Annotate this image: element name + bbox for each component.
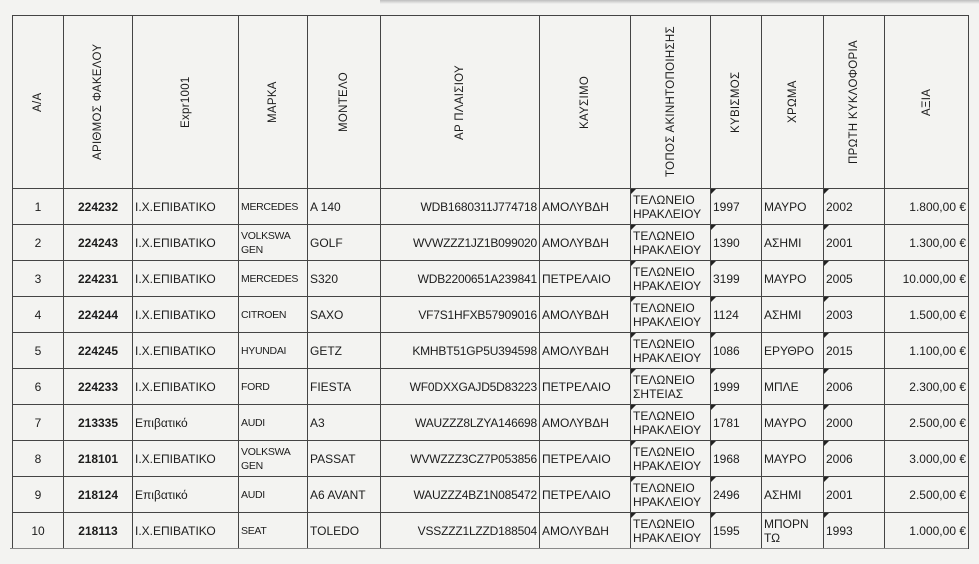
table-row	[13, 261, 969, 297]
column-header-montelo: ΜΟΝΤΕΛΟ	[308, 16, 381, 189]
cell-row-number: 5	[13, 333, 64, 369]
cell-color: ΜΑΥΡΟ	[762, 405, 824, 441]
column-header-arithmos-fakelou: ΑΡΙΘΜΟΣ ΦΑΚΕΛΟΥ	[64, 16, 133, 189]
cell-immobilization-place: ΤΕΛΩΝΕΙΟ ΗΡΑΚΛΕΙΟΥ	[631, 297, 711, 333]
cell-engine-capacity: 1390	[711, 225, 762, 261]
cell-brand: AUDI	[239, 477, 308, 513]
cell-vehicle-type: Ι.Χ.ΕΠΙΒΑΤΙΚΟ	[133, 513, 239, 549]
table-row	[13, 405, 969, 441]
cell-fuel: ΠΕΤΡΕΛΑΙΟ	[540, 441, 631, 477]
cell-brand: MERCEDES	[239, 261, 308, 297]
scan-shadow	[380, 0, 979, 4]
cell-row-number: 6	[13, 369, 64, 405]
cell-row-number: 8	[13, 441, 64, 477]
cell-model: TOLEDO	[308, 513, 381, 549]
cell-vehicle-type: Ι.Χ.ΕΠΙΒΑΤΙΚΟ	[133, 297, 239, 333]
cell-fuel: ΑΜΟΛΥΒΔΗ	[540, 405, 631, 441]
cell-row-number: 4	[13, 297, 64, 333]
cell-row-number: 3	[13, 261, 64, 297]
column-header-kausimo: ΚΑΥΣΙΜΟ	[540, 16, 631, 189]
cell-value: 1.500,00 €	[885, 297, 969, 333]
cell-brand: AUDI	[239, 405, 308, 441]
cell-file-number: 224232	[64, 189, 133, 225]
cell-fuel: ΠΕΤΡΕΛΑΙΟ	[540, 261, 631, 297]
table-row	[13, 513, 969, 549]
cell-value: 1.000,00 €	[885, 513, 969, 549]
cell-first-registration: 2006	[824, 369, 885, 405]
cell-immobilization-place: ΤΕΛΩΝΕΙΟ ΗΡΑΚΛΕΙΟΥ	[631, 189, 711, 225]
cell-chassis-number: WVWZZZ1JZ1B099020	[381, 225, 540, 261]
cell-color: ΑΣΗΜΙ	[762, 225, 824, 261]
cell-immobilization-place: ΤΕΛΩΝΕΙΟ ΣΗΤΕΙΑΣ	[631, 369, 711, 405]
cell-model: SAXO	[308, 297, 381, 333]
column-header-ar-plaisiou: ΑΡ ΠΛΑΙΣΙΟΥ	[381, 16, 540, 189]
cell-chassis-number: WDB1680311J774718	[381, 189, 540, 225]
cell-row-number: 2	[13, 225, 64, 261]
cell-value: 1.300,00 €	[885, 225, 969, 261]
cell-vehicle-type: Ι.Χ.ΕΠΙΒΑΤΙΚΟ	[133, 333, 239, 369]
cell-file-number: 224231	[64, 261, 133, 297]
column-header-chroma: ΧΡΩΜΑ	[762, 16, 824, 189]
cell-engine-capacity: 1124	[711, 297, 762, 333]
cell-value: 1.800,00 €	[885, 189, 969, 225]
cell-file-number: 224243	[64, 225, 133, 261]
column-header-axia: ΑΞΙΑ	[885, 16, 969, 189]
header-row	[13, 16, 969, 189]
column-header-kyvismos: ΚΥΒΙΣΜΟΣ	[711, 16, 762, 189]
cell-engine-capacity: 1968	[711, 441, 762, 477]
cell-vehicle-type: Ι.Χ.ΕΠΙΒΑΤΙΚΟ	[133, 441, 239, 477]
cell-brand: SEAT	[239, 513, 308, 549]
cell-brand: VOLKSWA GEN	[239, 225, 308, 261]
cell-fuel: ΑΜΟΛΥΒΔΗ	[540, 189, 631, 225]
cell-chassis-number: VF7S1HFXB57909016	[381, 297, 540, 333]
cell-vehicle-type: Ι.Χ.ΕΠΙΒΑΤΙΚΟ	[133, 369, 239, 405]
cell-brand: HYUNDAI	[239, 333, 308, 369]
column-header-expr1001: Expr1001	[133, 16, 239, 189]
table-row	[13, 297, 969, 333]
cell-file-number: 218101	[64, 441, 133, 477]
cell-chassis-number: VSSZZZ1LZZD188504	[381, 513, 540, 549]
cell-immobilization-place: ΤΕΛΩΝΕΙΟ ΗΡΑΚΛΕΙΟΥ	[631, 261, 711, 297]
cell-engine-capacity: 1999	[711, 369, 762, 405]
cell-model: FIESTA	[308, 369, 381, 405]
cell-immobilization-place: ΤΕΛΩΝΕΙΟ ΗΡΑΚΛΕΙΟΥ	[631, 405, 711, 441]
cell-fuel: ΑΜΟΛΥΒΔΗ	[540, 297, 631, 333]
cell-model: PASSAT	[308, 441, 381, 477]
cell-chassis-number: WAUZZZ4BZ1N085472	[381, 477, 540, 513]
cell-model: A6 AVANT	[308, 477, 381, 513]
cell-immobilization-place: ΤΕΛΩΝΕΙΟ ΗΡΑΚΛΕΙΟΥ	[631, 333, 711, 369]
cell-vehicle-type: Επιβατικό	[133, 477, 239, 513]
cell-engine-capacity: 1086	[711, 333, 762, 369]
cell-color: ΜΑΥΡΟ	[762, 189, 824, 225]
cell-value: 2.500,00 €	[885, 405, 969, 441]
cell-vehicle-type: Ι.Χ.ΕΠΙΒΑΤΙΚΟ	[133, 261, 239, 297]
cell-value: 1.100,00 €	[885, 333, 969, 369]
cell-chassis-number: WDB2200651A239841	[381, 261, 540, 297]
cell-brand: MERCEDES	[239, 189, 308, 225]
cell-color: ΜΠΛΕ	[762, 369, 824, 405]
cell-first-registration: 2003	[824, 297, 885, 333]
cell-first-registration: 2001	[824, 225, 885, 261]
table-row	[13, 369, 969, 405]
cell-value: 10.000,00 €	[885, 261, 969, 297]
cell-first-registration: 2006	[824, 441, 885, 477]
cell-color: ΜΑΥΡΟ	[762, 261, 824, 297]
cell-value: 2.500,00 €	[885, 477, 969, 513]
cell-chassis-number: KMHBT51GP5U394598	[381, 333, 540, 369]
cell-file-number: 224233	[64, 369, 133, 405]
column-header-marka: ΜΑΡΚΑ	[239, 16, 308, 189]
cell-immobilization-place: ΤΕΛΩΝΕΙΟ ΗΡΑΚΛΕΙΟΥ	[631, 441, 711, 477]
cell-vehicle-type: Επιβατικό	[133, 405, 239, 441]
cell-value: 2.300,00 €	[885, 369, 969, 405]
cell-fuel: ΑΜΟΛΥΒΔΗ	[540, 225, 631, 261]
cell-row-number: 10	[13, 513, 64, 549]
cell-color: ΜΠΟΡΝ ΤΩ	[762, 513, 824, 549]
cell-chassis-number: WAUZZZ8LZYA146698	[381, 405, 540, 441]
cell-brand: FORD	[239, 369, 308, 405]
cell-immobilization-place: ΤΕΛΩΝΕΙΟ ΗΡΑΚΛΕΙΟΥ	[631, 513, 711, 549]
cell-file-number: 218113	[64, 513, 133, 549]
cell-model: A3	[308, 405, 381, 441]
table-row	[13, 189, 969, 225]
table-row	[13, 333, 969, 369]
cell-vehicle-type: Ι.Χ.ΕΠΙΒΑΤΙΚΟ	[133, 189, 239, 225]
cell-chassis-number: WF0DXXGAJD5D83223	[381, 369, 540, 405]
cell-first-registration: 2015	[824, 333, 885, 369]
cell-engine-capacity: 1595	[711, 513, 762, 549]
cell-immobilization-place: ΤΕΛΩΝΕΙΟ ΗΡΑΚΛΕΙΟΥ	[631, 225, 711, 261]
cell-chassis-number: WVWZZZ3CZ7P053856	[381, 441, 540, 477]
cell-row-number: 9	[13, 477, 64, 513]
cell-model: S320	[308, 261, 381, 297]
cell-file-number: 213335	[64, 405, 133, 441]
cell-first-registration: 1993	[824, 513, 885, 549]
cell-first-registration: 2000	[824, 405, 885, 441]
cell-value: 3.000,00 €	[885, 441, 969, 477]
cell-fuel: ΑΜΟΛΥΒΔΗ	[540, 513, 631, 549]
cell-brand: CITROEN	[239, 297, 308, 333]
cell-file-number: 224244	[64, 297, 133, 333]
table-body	[13, 189, 969, 549]
cell-color: ΕΡΥΘΡΟ	[762, 333, 824, 369]
table-row	[13, 441, 969, 477]
cell-engine-capacity: 2496	[711, 477, 762, 513]
table-row	[13, 477, 969, 513]
cell-fuel: ΠΕΤΡΕΛΑΙΟ	[540, 477, 631, 513]
page-bottom-rule	[10, 548, 968, 549]
cell-brand: VOLKSWA GEN	[239, 441, 308, 477]
cell-file-number: 218124	[64, 477, 133, 513]
cell-engine-capacity: 3199	[711, 261, 762, 297]
cell-color: ΑΣΗΜΙ	[762, 297, 824, 333]
cell-fuel: ΑΜΟΛΥΒΔΗ	[540, 333, 631, 369]
cell-model: A 140	[308, 189, 381, 225]
cell-first-registration: 2002	[824, 189, 885, 225]
cell-fuel: ΠΕΤΡΕΛΑΙΟ	[540, 369, 631, 405]
cell-row-number: 1	[13, 189, 64, 225]
cell-color: ΜΑΥΡΟ	[762, 441, 824, 477]
cell-color: ΑΣΗΜΙ	[762, 477, 824, 513]
cell-row-number: 7	[13, 405, 64, 441]
column-header-topos-akinitopoiisis: ΤΟΠΟΣ ΑΚΙΝΗΤΟΠΟΙΗΣΗΣ	[631, 16, 711, 189]
column-header-aa: Α/Α	[13, 16, 64, 189]
vehicles-table	[12, 15, 969, 549]
column-header-proti-kykloforia: ΠΡΩΤΗ ΚΥΚΛΟΦΟΡΙΑ	[824, 16, 885, 189]
cell-model: GETZ	[308, 333, 381, 369]
table-row	[13, 225, 969, 261]
cell-first-registration: 2001	[824, 477, 885, 513]
cell-first-registration: 2005	[824, 261, 885, 297]
cell-engine-capacity: 1997	[711, 189, 762, 225]
cell-immobilization-place: ΤΕΛΩΝΕΙΟ ΗΡΑΚΛΕΙΟΥ	[631, 477, 711, 513]
cell-file-number: 224245	[64, 333, 133, 369]
cell-vehicle-type: Ι.Χ.ΕΠΙΒΑΤΙΚΟ	[133, 225, 239, 261]
cell-model: GOLF	[308, 225, 381, 261]
cell-engine-capacity: 1781	[711, 405, 762, 441]
